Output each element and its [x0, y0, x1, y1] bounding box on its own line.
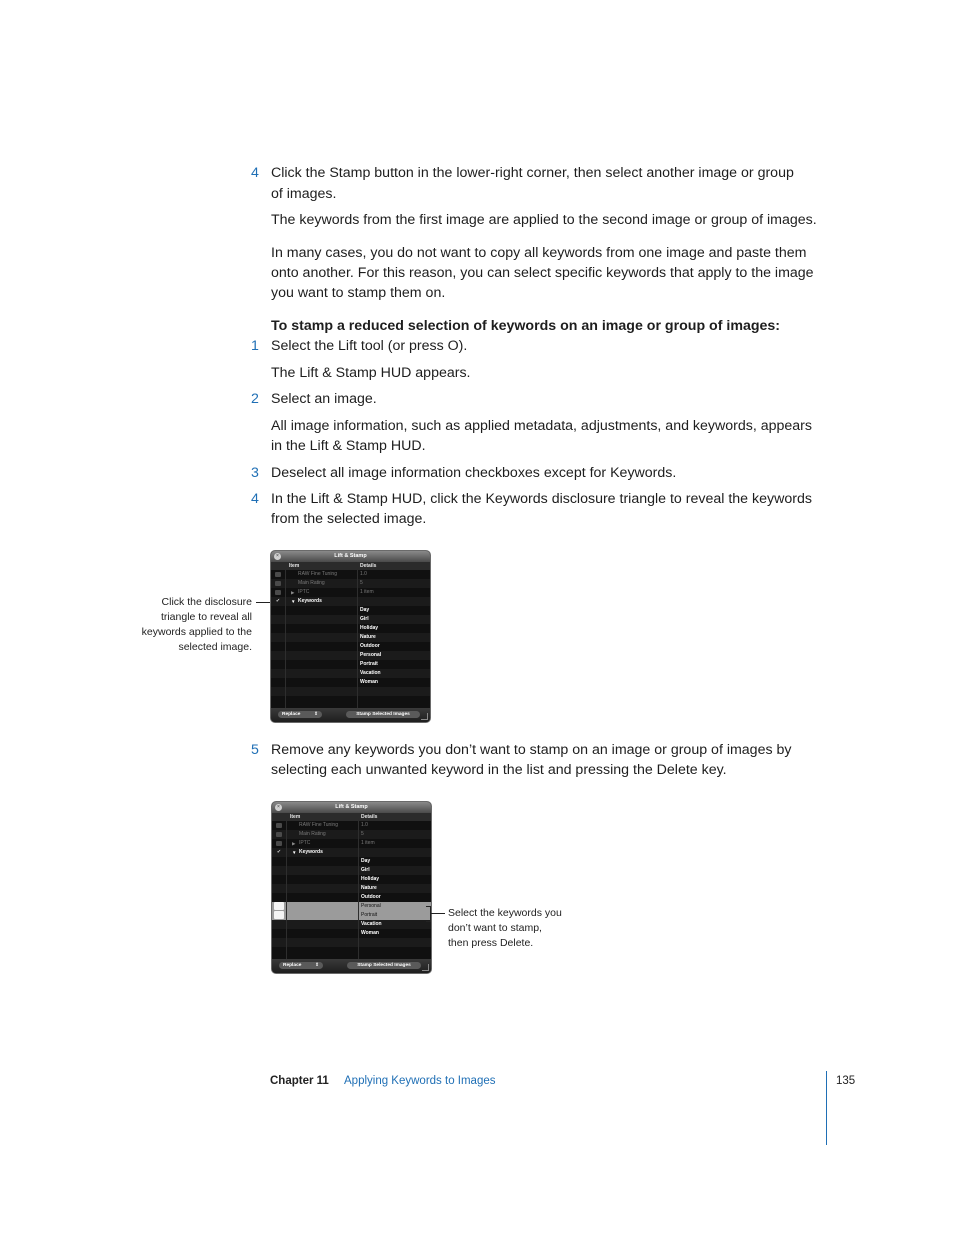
step-text: Deselect all image information checkboxes except for Keywords. [271, 465, 677, 481]
hud-column-header [271, 562, 430, 570]
hud-row-keyword[interactable]: Personal [271, 651, 430, 660]
step-number: 5 [251, 742, 259, 758]
hud-row-empty [271, 696, 430, 705]
paragraph-line: you want to stamp them on. [271, 285, 446, 301]
hud-row-keyword-selected[interactable]: Portrait [272, 911, 431, 920]
checkbox[interactable] [275, 590, 281, 595]
selection-swatch [274, 911, 284, 919]
disclosure-triangle-icon[interactable]: ▼ [292, 850, 297, 855]
stamp-selected-images-button[interactable]: Stamp Selected Images [347, 962, 421, 969]
checkbox[interactable] [276, 823, 282, 828]
hud-row-keyword-selected[interactable]: Personal [272, 902, 431, 911]
hud-row-keywords[interactable]: ✔ ▼ Keywords [272, 848, 431, 857]
step-result: The Lift & Stamp HUD appears. [271, 365, 471, 381]
column-item[interactable]: Item [289, 563, 300, 569]
hud-row-raw[interactable]: RAW Fine Tuning 1.0 [271, 570, 430, 579]
step-result: The keywords from the first image are applied to the second image or group of images. [271, 212, 817, 228]
footer-divider [826, 1071, 827, 1145]
hud-row-keyword[interactable]: Vacation [271, 669, 430, 678]
footer-chapter-title[interactable]: Applying Keywords to Images [344, 1075, 496, 1087]
hud-row-keyword[interactable]: Girl [271, 615, 430, 624]
column-details[interactable]: Details [361, 814, 378, 820]
hud-title: Lift & Stamp [335, 804, 368, 810]
hud-row-rating[interactable]: Main Rating 5 [272, 830, 431, 839]
step-text: Click the Stamp button in the lower-right corner, then select another image or group [271, 165, 794, 181]
stamp-selected-images-button[interactable]: Stamp Selected Images [346, 711, 420, 718]
lift-stamp-hud [271, 551, 430, 722]
resize-grip-icon[interactable] [421, 713, 428, 720]
step-number: 4 [251, 165, 259, 181]
callout-line: then press Delete. [448, 937, 534, 949]
hud-row-keyword[interactable]: Holiday [361, 876, 380, 882]
hud-row-rating[interactable]: Main Rating 5 [271, 579, 430, 588]
hud-footer [272, 959, 431, 973]
callout-bracket [430, 906, 431, 922]
hud-column-header [272, 813, 431, 821]
callout-disclosure [120, 595, 252, 655]
hud-row-keyword[interactable]: Girl [272, 866, 431, 875]
hud-row-keyword[interactable]: Woman [361, 930, 379, 936]
hud-row-raw[interactable]: RAW Fine Tuning 1.0 [272, 821, 431, 830]
hud-row-keyword[interactable]: Woman [360, 679, 378, 685]
checkbox[interactable] [275, 581, 281, 586]
disclosure-triangle-icon[interactable]: ▼ [291, 599, 296, 604]
hud-row-keyword[interactable]: Nature [271, 633, 430, 642]
hud-footer [271, 708, 430, 722]
disclosure-triangle-icon[interactable]: ▶ [292, 841, 296, 846]
hud-row-keyword[interactable]: Outdoor [361, 894, 381, 900]
hud-row-keyword[interactable]: Day [360, 607, 370, 613]
callout-line: Click the disclosure [161, 596, 252, 608]
column-divider [285, 570, 286, 708]
hud-row-keywords[interactable]: ✔ ▼ Keywords [271, 597, 430, 606]
replace-popup-button[interactable]: Replace ⇕ [278, 711, 322, 718]
updown-arrows-icon: ⇕ [313, 712, 318, 717]
hud-row-keyword[interactable]: Day [361, 858, 371, 864]
disclosure-triangle-icon[interactable]: ▶ [291, 590, 295, 595]
replace-popup-button[interactable]: Replace ⇕ [279, 962, 323, 969]
checkmark-icon[interactable]: ✔ [275, 598, 281, 604]
callout-line: selected image. [178, 641, 252, 653]
step-number: 1 [251, 338, 259, 354]
hud-row-keyword[interactable]: Portrait [360, 661, 378, 667]
callout-line: don’t want to stamp, [448, 922, 542, 934]
callout-line: keywords applied to the [141, 626, 252, 638]
lift-stamp-hud [272, 802, 431, 973]
step-text: Remove any keywords you don’t want to stamp on an image or group of images by [271, 742, 792, 758]
step-text: of images. [271, 186, 337, 202]
checkbox[interactable] [276, 841, 282, 846]
step-text: In the Lift & Stamp HUD, click the Keywords disclosure triangle to reveal the keywords [271, 491, 812, 507]
column-item[interactable]: Item [290, 814, 301, 820]
callout-leader-line [431, 913, 445, 914]
step-number: 4 [251, 491, 259, 507]
hud-row-empty [272, 947, 431, 956]
task-heading: To stamp a reduced selection of keywords on an image or group of images: [271, 318, 781, 334]
hud-title-bar [271, 551, 430, 562]
hud-row-keyword[interactable]: Nature [272, 884, 431, 893]
checkbox[interactable] [276, 832, 282, 837]
column-divider [357, 570, 358, 708]
hud-row-keyword[interactable]: Outdoor [360, 643, 380, 649]
hud-row-keyword[interactable]: Holiday [360, 625, 379, 631]
step-result: All image information, such as applied metadata, adjustments, and keywords, appears [271, 418, 812, 434]
step-text: selecting each unwanted keyword in the list and pressing the Delete key. [271, 762, 727, 778]
footer-chapter: Chapter 11 [270, 1075, 329, 1087]
hud-row-iptc[interactable]: ▶ IPTC 1 item [271, 588, 430, 597]
updown-arrows-icon: ⇕ [314, 963, 319, 968]
hud-title: Lift & Stamp [334, 553, 367, 559]
step-number: 2 [251, 391, 259, 407]
callout-bracket [426, 921, 431, 922]
hud-title-bar [272, 802, 431, 813]
selection-swatch [274, 902, 284, 910]
callout-bracket [426, 906, 431, 907]
column-details[interactable]: Details [360, 563, 377, 569]
page-number: 135 [836, 1075, 856, 1087]
column-divider [358, 821, 359, 959]
checkbox[interactable] [275, 572, 281, 577]
callout-line: Select the keywords you [448, 907, 562, 919]
hud-row-empty [271, 687, 430, 696]
callout-select-keywords [448, 906, 588, 951]
hud-row-empty [272, 938, 431, 947]
paragraph-line: onto another. For this reason, you can select specific keywords that apply to the image [271, 265, 814, 281]
hud-row-keyword[interactable]: Vacation [272, 920, 431, 929]
resize-grip-icon[interactable] [422, 964, 429, 971]
column-divider [286, 821, 287, 959]
hud-row-iptc[interactable]: ▶ IPTC 1 item [272, 839, 431, 848]
step-number: 3 [251, 465, 259, 481]
callout-line: triangle to reveal all [160, 611, 252, 623]
close-icon[interactable]: × [274, 553, 281, 560]
step-text: Select an image. [271, 391, 377, 407]
checkmark-icon[interactable]: ✔ [276, 849, 282, 855]
step-text: from the selected image. [271, 511, 427, 527]
step-text: Select the Lift tool (or press O). [271, 338, 468, 354]
step-result: in the Lift & Stamp HUD. [271, 438, 426, 454]
paragraph-line: In many cases, you do not want to copy all keywords from one image and paste them [271, 245, 807, 261]
close-icon[interactable]: × [275, 804, 282, 811]
